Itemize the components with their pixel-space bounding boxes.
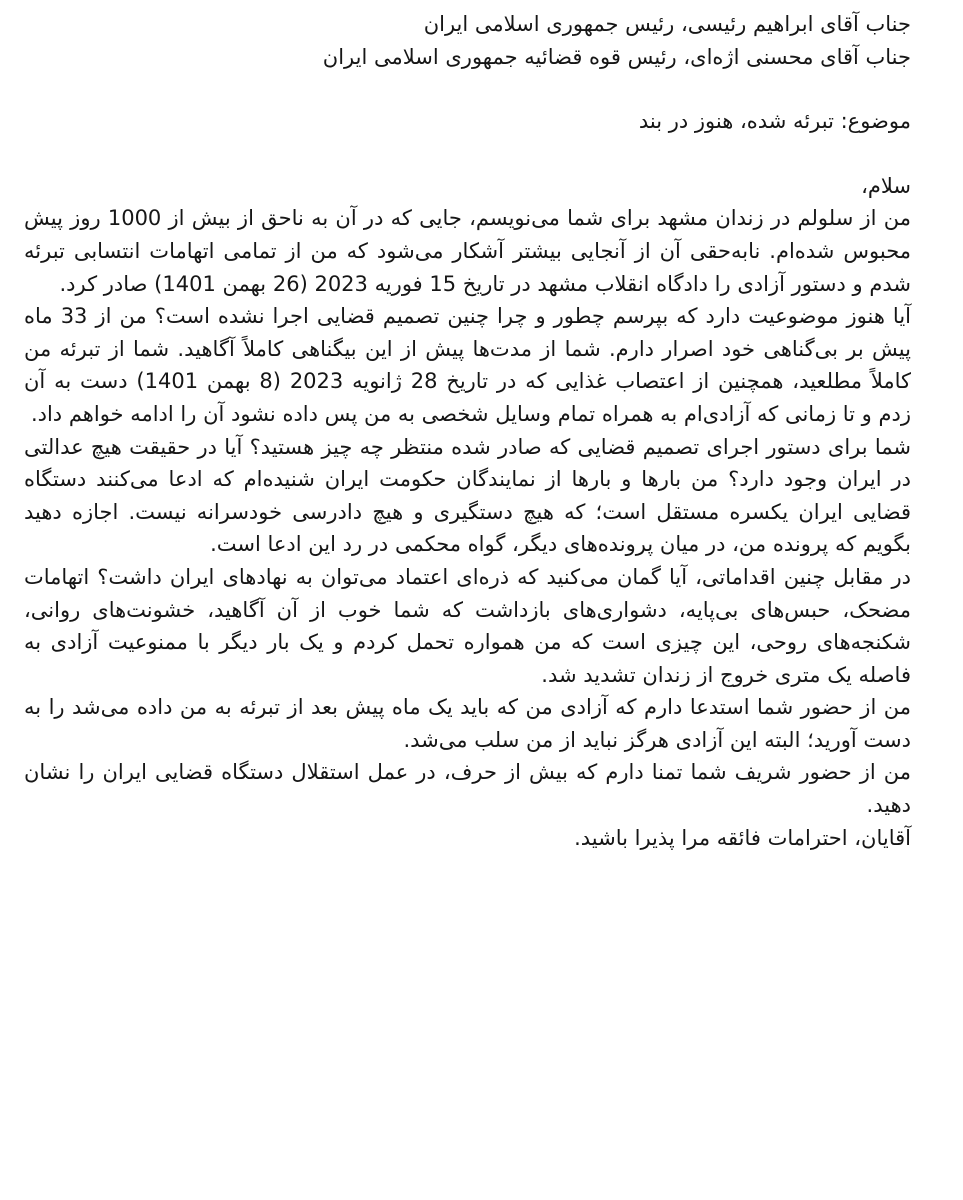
greeting: سلام، (861, 173, 911, 198)
body-paragraph: شما برای دستور اجرای تصمیم قضایی که صادر شده منتظر چه چیز هستید؟ آیا در حقیقت هیچ عدالتی در ایران وجود دارد؟ من بارها و بارها از نمایندگان حکومت ایران شنیده‌ام که ادعا می‌کنند دستگاه قضایی ایران یکسره مستقل است؛ که هیچ دستگیری و هیچ دادرسی خودسرانه نیست. اجازه دهید بگویم که پرونده من، در میان پرونده‌های دیگر، گواه محکمی در رد این ادعا است. (24, 434, 911, 557)
body-paragraph: آیا هنوز موضوعیت دارد که بپرسم چطور و چرا چنین تصمیم قضایی اجرا نشده است؟ من از 33 ماه پیش بر بی‌گناهی خود اصرار دارم. شما از مدت‌ها پیش از این بیگناهی کاملاً آگاهید. شما از تبرئه من کاملاً مطلعید، همچنین از اعتصاب غذایی که در تاریخ 28 ژانویه 2023 (8 بهمن 1401) دست به آن زدم و تا زمانی که آزادی‌ام به همراه تمام وسایل شخصی به من پس داده نشود آن را ادامه خواهم داد. (24, 304, 912, 426)
closing: آقایان، احترامات فائقه مرا پذیرا باشید. (574, 825, 911, 850)
subject-line: موضوع: تبرئه شده، هنوز در بند (638, 109, 911, 134)
letter-body (24, 8, 911, 854)
addressee-line: جناب آقای محسنی اژه‌ای، رئیس قوه قضائیه جمهوری اسلامی ایران (322, 44, 911, 69)
addressee-line: جناب آقای ابراهیم رئیسی، رئیس جمهوری اسلامی ایران (423, 12, 911, 36)
body-paragraph: در مقابل چنین اقداماتی، آیا گمان می‌کنید که ذره‌ای اعتماد می‌توان به نهادهای ایران داشت؟ اتهامات مضحک، حبس‌های بی‌پایه، دشواری‌های بازداشت که شما خوب از آن آگاهید، خشونت‌های روانی، شکنجه‌های روحی، این چیزی است که من همواره تحمل کردم و یک بار دیگر با ممنوعیت آزادی به فاصله یک متری خروج از زندان تشدید شد. (24, 564, 911, 687)
body-paragraph: من از سلولم در زندان مشهد برای شما می‌نویسم، جایی که در آن به ناحق از بیش از 1000 روز پیش محبوس شده‌ام. نابه‌حقی آن از آنجایی بیشتر آشکار می‌شود که من از تمامی اتهامات انتسابی تبرئه شدم و دستور آزادی را دادگاه انقلاب مشهد در تاریخ 15 فوریه 2023 (26 بهمن 1401) صادر کرد. (24, 206, 911, 296)
spacer (24, 138, 911, 170)
body-paragraph: من از حضور شریف شما تمنا دارم که بیش از حرف، در عمل استقلال دستگاه قضایی ایران را نشان دهید. (24, 760, 911, 818)
spacer (24, 73, 911, 105)
body-paragraph: من از حضور شما استدعا دارم که آزادی من که باید یک ماه پیش بعد از تبرئه به من داده می‌شد را به دست آورید؛ البته این آزادی هرگز نباید از من سلب می‌شد. (24, 695, 911, 752)
